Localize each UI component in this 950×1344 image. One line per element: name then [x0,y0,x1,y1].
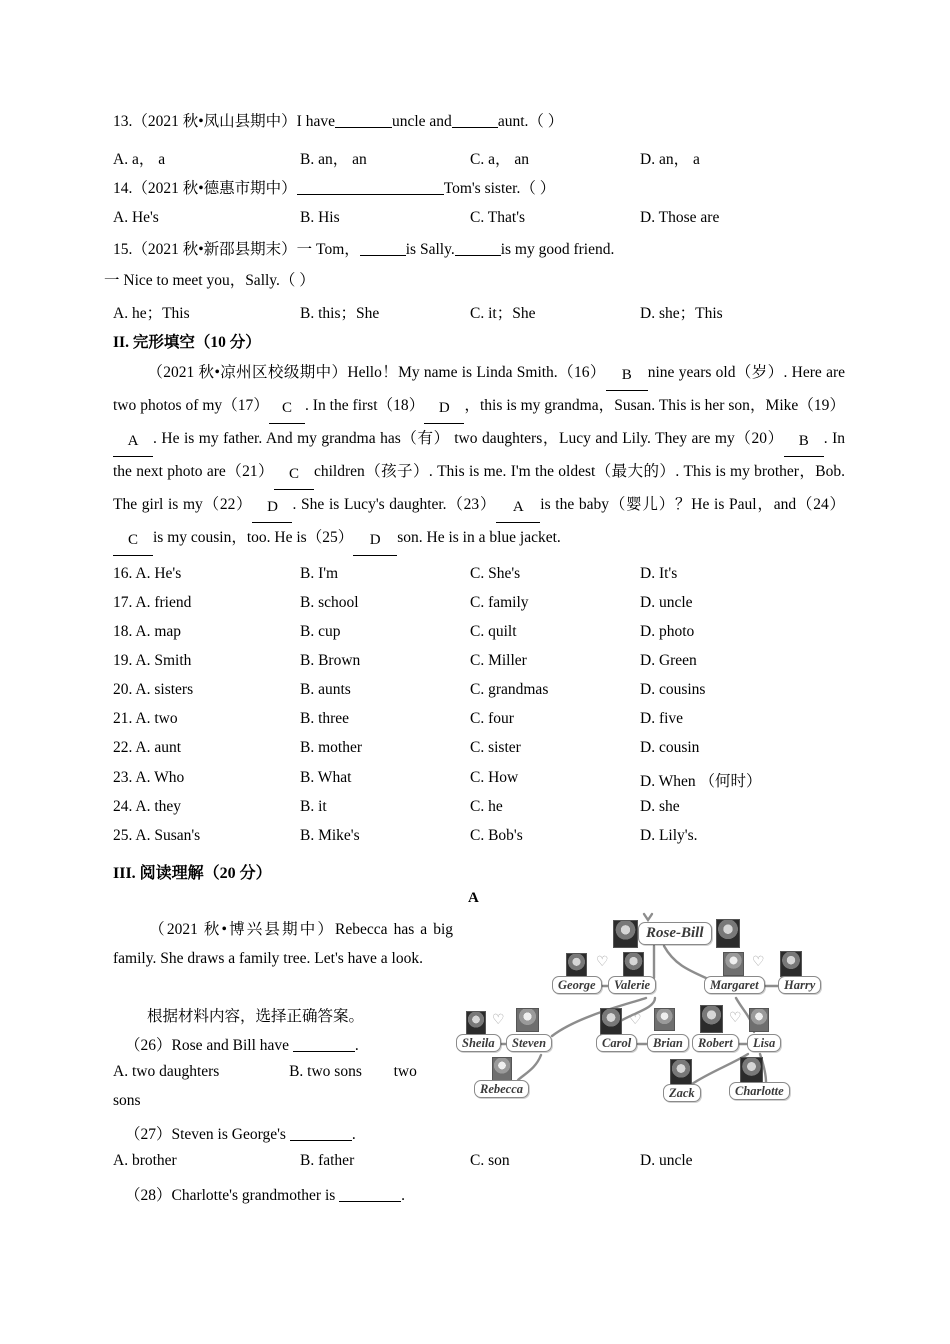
q26-stem-text: （26）Rose and Bill have [125,1037,290,1054]
node-george: George [552,976,602,994]
avatar-zack [670,1059,692,1086]
cloze-text-6: children（孩子）. This is me. I'm the oldest（最大的）. This is my brother，Bob. The girl is my（22） [113,463,845,513]
node-sheila: Sheila [456,1034,501,1052]
question-27-options [113,1152,873,1172]
opt21-b[interactable]: B. three [300,710,350,727]
opt22-b[interactable]: B. mother [300,739,362,756]
avatar-robert [700,1005,723,1033]
opt17-d[interactable]: D. uncle [640,594,693,611]
q28-blank [339,1201,401,1202]
node-zack: Zack [663,1084,701,1102]
question-26-options-row1 [113,1062,417,1082]
node-charlotte: Charlotte [729,1082,790,1100]
q14-blank-1 [297,194,444,195]
q15-option-d[interactable]: D. she；This [640,305,723,322]
heart-icon-george-valerie: ♡ [596,955,609,970]
cloze-answer-20[interactable]: B [784,427,824,457]
q27-stem-end: . [351,1126,356,1143]
q15-option-a[interactable]: A. he；This [113,305,190,322]
question-27-stem [113,1120,453,1149]
opt20-c[interactable]: C. grandmas [470,681,549,698]
q27-option-d[interactable]: D. uncle [640,1152,693,1169]
q13-stem-mid: uncle and [391,113,452,130]
opt18-a[interactable]: 18. A. map [113,623,182,640]
opt23-d[interactable]: D. When （何时） [640,773,762,790]
q13-option-d[interactable]: D. an， a [640,151,700,168]
section-2-heading: II. 完形填空（10 分） [113,334,261,351]
opt21-d[interactable]: D. five [640,710,684,727]
cloze-text-7: . She is Lucy's daughter.（23） [292,496,497,513]
opt25-c[interactable]: C. Bob's [470,827,523,844]
opt17-a[interactable]: 17. A. friend [113,594,192,611]
reading-instruction [113,1002,453,1031]
opt19-d[interactable]: D. Green [640,652,697,669]
cloze-text-9: is my cousin，too. He is（25） [153,529,354,546]
cloze-source: （2021 秋•凉州区校级期中） [147,364,348,381]
opt21-a[interactable]: 21. A. two [113,710,178,727]
heart-icon-robert-lisa: ♡ [729,1011,742,1026]
opt17-b[interactable]: B. school [300,594,359,611]
cloze-options-22 [113,739,873,759]
avatar-carol [600,1008,622,1035]
q13-option-c[interactable]: C. a， an [470,151,529,168]
q26-option-b[interactable]: B. two sons [289,1063,362,1080]
q26-blank [293,1051,355,1052]
opt16-b[interactable]: B. I'm [300,565,339,582]
cloze-options-23 [113,769,873,789]
question-26-options-row2[interactable]: sons [113,1092,141,1109]
cloze-options-19 [113,652,873,672]
cloze-answer-18[interactable]: D [424,394,464,424]
opt17-c[interactable]: C. family [470,594,529,611]
q14-option-a[interactable]: A. He's [113,209,159,226]
opt18-c[interactable]: C. quilt [470,623,517,640]
q13-blank-1 [335,127,392,128]
avatar-margaret [723,952,744,976]
node-brian: Brian [647,1034,689,1052]
q14-option-b[interactable]: B. His [300,209,340,226]
opt16-a[interactable]: 16. A. He's [113,565,182,582]
q27-option-b[interactable]: B. father [300,1152,355,1169]
opt25-a[interactable]: 25. A. Susan's [113,827,201,844]
cloze-text-8: is the baby（婴儿）？He is Paul，and（24） [540,496,845,513]
opt16-d[interactable]: D. It's [640,565,678,582]
passage-label-a: A [468,890,479,906]
heart-icon-sheila-steven: ♡ [492,1013,505,1028]
q15-stem-prefix: 15.（2021 秋•新邵县期末）一 Tom， [113,241,360,258]
cloze-answer-19[interactable]: A [113,427,153,457]
question-28-stem [113,1181,453,1210]
opt16-c[interactable]: C. She's [470,565,521,582]
opt19-c[interactable]: C. Miller [470,652,527,669]
node-carol: Carol [596,1034,637,1052]
opt20-b[interactable]: B. aunts [300,681,351,698]
opt18-b[interactable]: B. cup [300,623,341,640]
q27-blank [290,1140,352,1141]
node-harry: Harry [778,976,821,994]
opt25-d[interactable]: D. Lily's. [640,827,698,844]
reading-intro-text: （2021 秋•博兴县期中）Rebecca has a big family. She draws a family tree. Let's have a look. [113,921,453,967]
q13-stem-prefix: 13.（2021 秋•凤山县期中）I have [113,113,335,130]
opt23-b[interactable]: B. What [300,769,352,786]
opt22-d[interactable]: D. cousin [640,739,700,756]
section-3-heading: III. 阅读理解（20 分） [113,865,272,882]
node-valerie: Valerie [608,976,656,994]
opt25-b[interactable]: B. Mike's [300,827,360,844]
cloze-answer-17[interactable]: C [269,394,305,424]
cloze-text-3: ，this is my grandma，Susan. This is her son，Mike（19） [464,397,845,414]
q28-stem-text: （28）Charlotte's grandmother is [125,1187,336,1204]
q13-stem-suffix: aunt.（ ） [497,113,564,130]
avatar-bill [716,919,740,948]
q14-option-c[interactable]: C. That's [470,209,526,226]
question-15-options [113,301,873,321]
opt22-c[interactable]: C. sister [470,739,521,756]
node-robert: Robert [692,1034,739,1052]
cloze-options-18 [113,623,873,643]
opt24-d[interactable]: D. she [640,798,680,815]
avatar-george [566,953,587,978]
q13-option-a[interactable]: A. a， a [113,151,166,168]
avatar-brian [654,1008,675,1031]
cloze-options-20 [113,681,873,701]
cloze-options-17 [113,594,873,614]
cloze-answer-24[interactable]: C [113,526,153,556]
avatar-harry [780,951,802,977]
q15-blank-2 [455,255,501,256]
cloze-text-10: son. He is in a blue jacket. [397,529,561,546]
cloze-options-24 [113,798,873,818]
cloze-options-25 [113,827,873,847]
opt19-b[interactable]: B. Brown [300,652,361,669]
heart-icon-margaret-harry: ♡ [752,955,765,970]
avatar-valerie [623,952,644,978]
q15-option-c[interactable]: C. it；She [470,305,536,322]
opt22-a[interactable]: 22. A. aunt [113,739,182,756]
cloze-text-1: nine years old（岁）. Here are two photos of my（17） [113,364,845,414]
cloze-answer-25[interactable]: D [353,526,397,556]
q15-blank-1 [360,255,406,256]
cloze-text-2: . In the first（18） [304,397,425,414]
family-tree-diagram [448,908,848,1120]
cloze-text-0: Hello！My name is Linda Smith.（16） [347,364,606,381]
cloze-answer-23[interactable]: A [496,493,540,523]
q13-blank-2 [452,127,498,128]
opt24-a[interactable]: 24. A. they [113,798,182,815]
opt19-a[interactable]: 19. A. Smith [113,652,192,669]
cloze-answer-22[interactable]: D [252,493,292,523]
heart-icon-carol-brian: ♡ [629,1013,642,1028]
reading-intro [113,915,453,973]
cloze-passage [113,358,845,556]
cloze-answer-21[interactable]: C [274,460,314,490]
q27-option-c[interactable]: C. son [470,1152,510,1169]
q28-stem-end: . [401,1187,406,1204]
q26-stem-end: . [354,1037,359,1054]
avatar-steven [516,1008,539,1032]
avatar-rose [613,920,638,948]
q14-stem-prefix: 14.（2021 秋•德惠市期中） [113,180,297,197]
opt21-c[interactable]: C. four [470,710,514,727]
q15-option-b[interactable]: B. this；She [300,305,380,322]
question-14-stem [113,179,555,199]
node-rose-bill: Rose-Bill [638,922,712,945]
cloze-answer-16[interactable]: B [606,361,648,391]
avatar-sheila [466,1011,486,1035]
q15-stem-mid: is Sally. [405,241,455,258]
question-15-stem-line2: 一 Nice to meet you，Sally.（ ） [104,272,315,289]
opt20-a[interactable]: 20. A. sisters [113,681,194,698]
node-lisa: Lisa [747,1034,781,1052]
q14-stem-suffix: Tom's sister.（ ） [443,180,556,197]
q26-option-c[interactable]: two [393,1063,417,1080]
cloze-text-5: . In the next photo are（21） [113,430,845,480]
avatar-charlotte [740,1057,763,1084]
reading-instruction-text: 根据材料内容，选择正确答案。 [147,1008,365,1025]
opt20-d[interactable]: D. cousins [640,681,706,698]
cloze-text-4: . He is my father. And my grandma has（有） two daughters，Lucy and Lily. They are my（20） [153,430,784,447]
node-rebecca: Rebecca [474,1080,529,1098]
q14-option-d[interactable]: D. Those are [640,209,720,226]
node-steven: Steven [506,1034,552,1052]
q13-option-b[interactable]: B. an， an [300,151,367,168]
avatar-rebecca [492,1057,512,1081]
cloze-options-21 [113,710,873,730]
question-26-stem [113,1031,453,1060]
opt23-c[interactable]: C. How [470,769,519,786]
opt24-b[interactable]: B. it [300,798,327,815]
node-margaret: Margaret [704,976,765,994]
q15-stem-suffix: is my good friend. [500,241,615,258]
opt24-c[interactable]: C. he [470,798,503,815]
cloze-options-16 [113,565,873,585]
q26-option-a[interactable]: A. two daughters [113,1063,220,1080]
q27-option-a[interactable]: A. brother [113,1152,177,1169]
question-13-stem [113,112,563,132]
question-14-options [113,209,873,229]
q27-stem-text: （27）Steven is George's [125,1126,286,1143]
question-15-stem [113,240,614,260]
question-13-options [113,147,873,167]
avatar-lisa [749,1008,769,1032]
opt23-a[interactable]: 23. A. Who [113,769,185,786]
opt18-d[interactable]: D. photo [640,623,695,640]
